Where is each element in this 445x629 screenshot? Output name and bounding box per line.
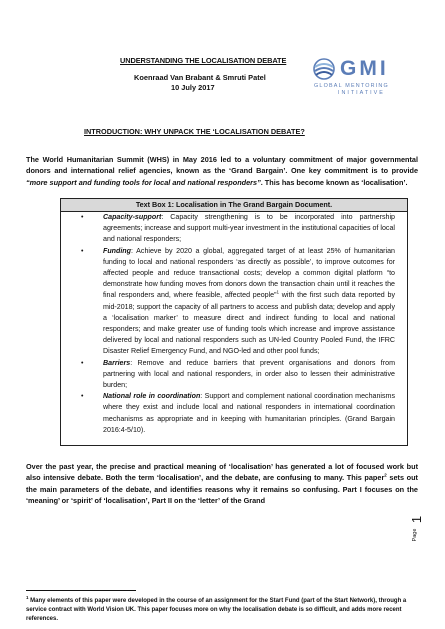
item-term: Funding bbox=[103, 246, 131, 255]
item-text-continued: with the first such data reported by mid-2018; support the capacity of all partners to access and publish data; develop and apply a ‘localisation marker’ to measure direct and indirect funding to local and national responders; and make greater use of funding tools which increase and improve assistance delivered by local and national responders such as UN-led Country Pooled Fund, the IFRC Disaster Relief Emergency Fund, and NGO-led and other pool funds; bbox=[103, 291, 395, 356]
text-box-list bbox=[61, 212, 407, 436]
footnote-ref[interactable]: 1 bbox=[276, 290, 279, 296]
item-term: National role in coordination bbox=[103, 392, 201, 401]
bullet: • bbox=[81, 214, 84, 221]
item-term: Barriers bbox=[103, 358, 131, 367]
intro-text-start: The World Humanitarian Summit (WHS) in May 2016 led to a voluntary commitment of major governmental donors and international relief agencies, known as the ‘Grand Bargain’. One key commitment is to provide bbox=[26, 155, 418, 176]
body-text-a: Over the past year, the precise and practical meaning of ‘localisation’ has generated a lot of focused work but also intensive debate. Both the term ‘localisation’, and the debate, are confusing to many. This paper bbox=[26, 462, 418, 483]
gmi-logo bbox=[312, 57, 412, 103]
text-box bbox=[60, 198, 408, 446]
intro-text-end: . This has become known as ‘localisation’. bbox=[260, 177, 408, 187]
document-title: UNDERSTANDING THE LOCALISATION DEBATE bbox=[120, 56, 287, 65]
logo-subtitle-line1: GLOBAL MENTORING bbox=[314, 83, 389, 89]
document-date: 10 July 2017 bbox=[171, 83, 215, 92]
item-text: : Capacity strengthening is to be incorporated into partnership agreements; increase and support multi-year investment in the institutional capacities of local and national responders; bbox=[103, 213, 395, 244]
globe-icon bbox=[312, 57, 336, 81]
item-text: : Achieve by 2020 a global, aggregated target of at least 25% of humanitarian funding to local and national responders ‘as directly as possible’, to improve outcomes for affected people and reduce transactional costs; develop a common digital platform “to demonstrate how funding moves from donors down the transaction chain until it reaches the final responders and, where feasible, affected people” bbox=[103, 246, 395, 300]
footnote-text: Many elements of this paper were developed in the course of an assignment for the Start Fund (part of the Start Network), through a service contract with World Vision UK. This paper focuses more on why the localisation debate is so difficult, and adds more recent references. bbox=[26, 598, 407, 622]
intro-paragraph bbox=[26, 154, 418, 188]
logo-wordmark: GMI bbox=[340, 57, 389, 80]
list-item bbox=[61, 358, 407, 392]
footnote-ref[interactable]: 2 bbox=[384, 472, 387, 478]
footnote-number: 1 bbox=[26, 595, 29, 600]
intro-quote: “more support and funding tools for local and national responders” bbox=[26, 177, 261, 187]
page-number-value: 1 bbox=[409, 515, 425, 524]
page-label: Page bbox=[412, 528, 418, 542]
bullet: • bbox=[81, 247, 84, 255]
item-term: Capacity-support bbox=[103, 213, 162, 221]
footnote-divider bbox=[26, 590, 136, 591]
page-number bbox=[411, 512, 427, 548]
section-heading: INTRODUCTION: WHY UNPACK THE ‘LOCALISATION DEBATE? bbox=[84, 127, 305, 136]
item-text: : Support and complement national coordination mechanisms where they exist and include local and national responders in international coordination mechanisms as appropriate and in keeping with humanitarian principles. (Grand Bargain 2016:4-5/10). bbox=[103, 392, 395, 434]
authors: Koenraad Van Brabant & Smruti Patel bbox=[134, 73, 266, 82]
item-text: : Remove and reduce barriers that prevent organisations and donors from partnering with local and national responders, in order also to lessen their administrative burden; bbox=[103, 358, 395, 390]
list-item bbox=[61, 246, 407, 358]
logo-subtitle-line2: INITIATIVE bbox=[338, 90, 385, 96]
body-text-b: sets out the main parameters of the debate, and identifies reasons why it remains so confusing. Part I focuses on the ‘meaning’ or ‘spirit’ of ‘localisation’, Part II on the ‘letter’ of the Grand bbox=[26, 473, 418, 505]
bullet: • bbox=[81, 393, 84, 401]
list-item bbox=[61, 212, 407, 246]
body-paragraph bbox=[26, 461, 418, 506]
bullet: • bbox=[81, 359, 84, 367]
list-item bbox=[61, 391, 407, 436]
text-box-title: Text Box 1: Localisation in The Grand Bargain Document. bbox=[61, 199, 407, 212]
footnote bbox=[26, 597, 418, 624]
